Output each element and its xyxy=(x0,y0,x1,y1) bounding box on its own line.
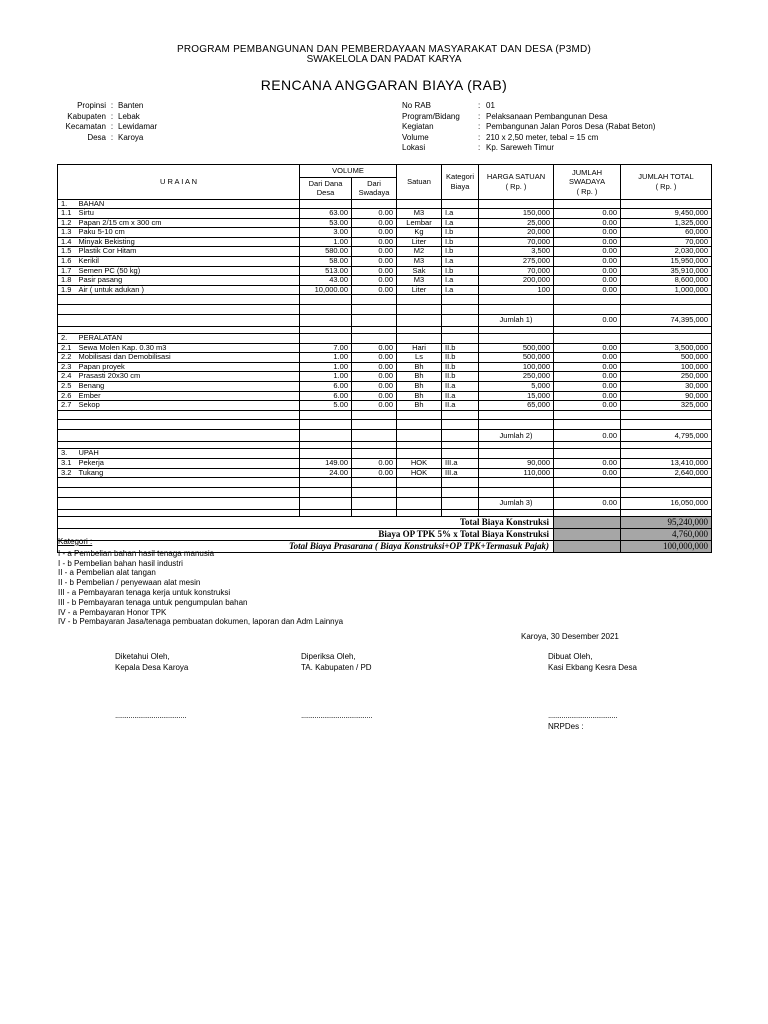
item-harga-satuan: 70,000 xyxy=(479,266,554,276)
location-info xyxy=(58,101,157,143)
item-description: Pekerja xyxy=(76,458,300,468)
project-info-row xyxy=(402,133,655,144)
item-jumlah-swadaya: 0.00 xyxy=(554,391,621,401)
item-harga-satuan: 150,000 xyxy=(479,209,554,219)
table-row xyxy=(58,228,712,238)
item-description: Plastik Cor Hitam xyxy=(76,247,300,257)
project-info-label: Volume xyxy=(402,132,429,142)
header-dari-dana-desa: Dari Dana Desa xyxy=(300,177,352,199)
subtotal-label: Jumlah 2) xyxy=(479,430,554,442)
item-harga-satuan: 110,000 xyxy=(479,468,554,478)
item-volume-dana-desa: 24.00 xyxy=(300,468,352,478)
project-info-label: No RAB xyxy=(402,101,431,110)
item-volume-dana-desa: 58.00 xyxy=(300,257,352,267)
table-row xyxy=(58,362,712,372)
table-row xyxy=(58,382,712,392)
blank-row xyxy=(58,420,712,430)
item-volume-swadaya: 0.00 xyxy=(352,468,397,478)
item-description: Pasir pasang xyxy=(76,276,300,286)
item-number: 1.9 xyxy=(58,285,76,295)
section-header-row xyxy=(58,449,712,459)
section-name: UPAH xyxy=(76,449,300,459)
grand-total-label: Total Biaya Konstruksi xyxy=(58,516,554,528)
item-jumlah-total: 3,500,000 xyxy=(621,343,712,353)
item-jumlah-swadaya: 0.00 xyxy=(554,353,621,363)
item-satuan: Bh xyxy=(397,391,442,401)
item-satuan: Kg xyxy=(397,228,442,238)
shaded-cell xyxy=(554,528,621,540)
signature-line-right: .................................... xyxy=(548,711,618,720)
item-satuan: Ls xyxy=(397,353,442,363)
item-number: 2.5 xyxy=(58,382,76,392)
item-jumlah-total: 500,000 xyxy=(621,353,712,363)
item-jumlah-total: 70,000 xyxy=(621,237,712,247)
item-number: 3.2 xyxy=(58,468,76,478)
item-volume-dana-desa: 1.00 xyxy=(300,362,352,372)
item-volume-swadaya: 0.00 xyxy=(352,382,397,392)
section-header-row xyxy=(58,334,712,344)
subtotal-total: 4,795,000 xyxy=(621,430,712,442)
item-jumlah-swadaya: 0.00 xyxy=(554,228,621,238)
location-info-row xyxy=(58,122,157,133)
item-satuan: Liter xyxy=(397,285,442,295)
item-number: 1.8 xyxy=(58,276,76,286)
item-harga-satuan: 65,000 xyxy=(479,401,554,411)
item-satuan: Hari xyxy=(397,343,442,353)
item-jumlah-swadaya: 0.00 xyxy=(554,468,621,478)
nrp-label: NRPDes : xyxy=(548,722,584,731)
section-header-row xyxy=(58,199,712,209)
item-volume-swadaya: 0.00 xyxy=(352,266,397,276)
rab-table xyxy=(57,164,712,553)
project-info-label: Lokasi xyxy=(402,143,426,152)
item-kategori: I.a xyxy=(442,285,479,295)
signature-middle-title: TA. Kabupaten / PD xyxy=(301,663,372,672)
blank-row xyxy=(58,327,712,334)
item-kategori: I.b xyxy=(442,266,479,276)
item-description: Mobilisasi dan Demobilisasi xyxy=(76,353,300,363)
item-number: 1.4 xyxy=(58,237,76,247)
item-harga-satuan: 15,000 xyxy=(479,391,554,401)
item-harga-satuan: 70,000 xyxy=(479,237,554,247)
item-number: 2.6 xyxy=(58,391,76,401)
kategori-item: IV - a Pembayaran Honor TPK xyxy=(58,607,167,617)
item-number: 1.3 xyxy=(58,228,76,238)
kategori-item: IV - b Pembayaran Jasa/tenaga pembuatan dokumen, laporan dan Adm Lainnya xyxy=(58,617,344,627)
item-volume-dana-desa: 7.00 xyxy=(300,343,352,353)
item-jumlah-total: 15,950,000 xyxy=(621,257,712,267)
item-volume-swadaya: 0.00 xyxy=(352,372,397,382)
section-number: 2. xyxy=(58,334,76,344)
item-kategori: II.a xyxy=(442,391,479,401)
location-info-row xyxy=(58,101,157,112)
project-info-row xyxy=(402,101,655,112)
item-volume-swadaya: 0.00 xyxy=(352,458,397,468)
item-jumlah-total: 8,600,000 xyxy=(621,276,712,286)
item-harga-satuan: 500,000 xyxy=(479,343,554,353)
item-kategori: III.a xyxy=(442,468,479,478)
colon: : xyxy=(478,132,481,142)
location-info-label: Kecamatan xyxy=(65,122,106,131)
item-number: 2.7 xyxy=(58,401,76,411)
item-description: Tukang xyxy=(76,468,300,478)
item-jumlah-total: 250,000 xyxy=(621,372,712,382)
item-volume-dana-desa: 6.00 xyxy=(300,382,352,392)
signature-block-middle xyxy=(301,651,372,673)
project-info xyxy=(402,101,655,154)
item-satuan: HOK xyxy=(397,458,442,468)
item-volume-dana-desa: 5.00 xyxy=(300,401,352,411)
item-harga-satuan: 200,000 xyxy=(479,276,554,286)
item-jumlah-swadaya: 0.00 xyxy=(554,237,621,247)
item-volume-swadaya: 0.00 xyxy=(352,209,397,219)
program-title: PROGRAM PEMBANGUNAN DAN PEMBERDAYAAN MASYARAKAT DAN DESA (P3MD) xyxy=(177,44,591,55)
table-row xyxy=(58,458,712,468)
item-description: Kerikil xyxy=(76,257,300,267)
shaded-cell xyxy=(554,540,621,552)
item-volume-dana-desa: 6.00 xyxy=(300,391,352,401)
item-kategori: II.b xyxy=(442,372,479,382)
table-row xyxy=(58,285,712,295)
header-volume: VOLUME xyxy=(300,165,397,178)
signature-left-title: Kepala Desa Karoya xyxy=(115,663,189,672)
item-volume-dana-desa: 43.00 xyxy=(300,276,352,286)
colon: : xyxy=(478,111,481,121)
item-jumlah-swadaya: 0.00 xyxy=(554,209,621,219)
colon: : xyxy=(478,143,481,152)
item-kategori: I.b xyxy=(442,247,479,257)
item-description: Air ( untuk adukan ) xyxy=(76,285,300,295)
location-info-value: Karoya xyxy=(118,132,144,142)
signature-middle-role: Diperiksa Oleh, xyxy=(301,652,356,661)
item-jumlah-total: 2,030,000 xyxy=(621,247,712,257)
kategori-title: Kategori : xyxy=(58,537,93,546)
blank-row xyxy=(58,442,712,449)
item-number: 3.1 xyxy=(58,458,76,468)
header-dari-swadaya: Dari Swadaya xyxy=(352,177,397,199)
item-harga-satuan: 250,000 xyxy=(479,372,554,382)
project-info-row xyxy=(402,143,655,154)
item-harga-satuan: 500,000 xyxy=(479,353,554,363)
item-volume-swadaya: 0.00 xyxy=(352,218,397,228)
kategori-item: I - b Pembelian bahan hasil industri xyxy=(58,558,183,568)
blank-row xyxy=(58,295,712,305)
item-kategori: II.b xyxy=(442,343,479,353)
item-volume-swadaya: 0.00 xyxy=(352,391,397,401)
item-jumlah-swadaya: 0.00 xyxy=(554,382,621,392)
project-info-value: 210 x 2,50 meter, tebal = 15 cm xyxy=(486,132,599,142)
subtotal-label: Jumlah 3) xyxy=(479,497,554,509)
item-jumlah-swadaya: 0.00 xyxy=(554,285,621,295)
item-number: 2.3 xyxy=(58,362,76,372)
item-volume-dana-desa: 10,000.00 xyxy=(300,285,352,295)
subtotal-row xyxy=(58,430,712,442)
section-name: PERALATAN xyxy=(76,334,300,344)
item-jumlah-swadaya: 0.00 xyxy=(554,276,621,286)
section-number: 1. xyxy=(58,199,76,209)
item-description: Ember xyxy=(76,391,300,401)
item-kategori: II.b xyxy=(442,353,479,363)
item-kategori: I.b xyxy=(442,237,479,247)
blank-row xyxy=(58,478,712,488)
item-satuan: M3 xyxy=(397,276,442,286)
item-satuan: M2 xyxy=(397,247,442,257)
item-volume-swadaya: 0.00 xyxy=(352,237,397,247)
item-number: 1.6 xyxy=(58,257,76,267)
grand-total-row xyxy=(58,516,712,528)
item-jumlah-total: 100,000 xyxy=(621,362,712,372)
signature-block-right xyxy=(548,651,637,673)
signature-line-middle: ..................................... xyxy=(301,711,373,720)
item-description: Benang xyxy=(76,382,300,392)
item-harga-satuan: 100 xyxy=(479,285,554,295)
item-volume-swadaya: 0.00 xyxy=(352,276,397,286)
subtotal-row xyxy=(58,315,712,327)
grand-total-value: 100,000,000 xyxy=(621,540,712,552)
item-jumlah-total: 30,000 xyxy=(621,382,712,392)
item-volume-swadaya: 0.00 xyxy=(352,285,397,295)
location-info-row xyxy=(58,133,157,144)
table-row xyxy=(58,401,712,411)
item-jumlah-swadaya: 0.00 xyxy=(554,247,621,257)
item-jumlah-total: 325,000 xyxy=(621,401,712,411)
item-description: Prasasti 20x30 cm xyxy=(76,372,300,382)
item-number: 1.2 xyxy=(58,218,76,228)
blank-row xyxy=(58,487,712,497)
item-satuan: Bh xyxy=(397,372,442,382)
item-kategori: II.a xyxy=(442,382,479,392)
item-volume-swadaya: 0.00 xyxy=(352,353,397,363)
item-jumlah-total: 13,410,000 xyxy=(621,458,712,468)
location-info-label: Propinsi xyxy=(77,101,106,110)
signature-date: Karoya, 30 Desember 2021 xyxy=(521,632,619,641)
location-info-row xyxy=(58,112,157,123)
location-info-value: Banten xyxy=(118,101,144,110)
project-info-value: Kp. Sareweh Timur xyxy=(486,143,555,152)
item-jumlah-total: 2,640,000 xyxy=(621,468,712,478)
item-volume-dana-desa: 580.00 xyxy=(300,247,352,257)
item-number: 2.4 xyxy=(58,372,76,382)
item-jumlah-swadaya: 0.00 xyxy=(554,343,621,353)
item-volume-dana-desa: 1.00 xyxy=(300,237,352,247)
item-jumlah-swadaya: 0.00 xyxy=(554,218,621,228)
colon: : xyxy=(110,111,114,121)
signature-right-title: Kasi Ekbang Kesra Desa xyxy=(548,663,637,672)
item-description: Paku 5-10 cm xyxy=(76,228,300,238)
table-row xyxy=(58,391,712,401)
grand-total-value: 95,240,000 xyxy=(621,516,712,528)
shaded-cell xyxy=(554,516,621,528)
item-volume-dana-desa: 53.00 xyxy=(300,218,352,228)
item-kategori: I.b xyxy=(442,228,479,238)
blank-row xyxy=(58,305,712,315)
colon: : xyxy=(110,122,114,131)
item-volume-swadaya: 0.00 xyxy=(352,401,397,411)
item-volume-dana-desa: 3.00 xyxy=(300,228,352,238)
table-row xyxy=(58,372,712,382)
item-jumlah-total: 90,000 xyxy=(621,391,712,401)
table-row xyxy=(58,266,712,276)
item-volume-dana-desa: 63.00 xyxy=(300,209,352,219)
item-description: Papan 2/15 cm x 300 cm xyxy=(76,218,300,228)
kategori-item: I - a Pembelian bahan hasil tenaga manusia xyxy=(58,548,215,558)
item-volume-swadaya: 0.00 xyxy=(352,257,397,267)
colon: : xyxy=(478,101,481,110)
item-kategori: II.a xyxy=(442,401,479,411)
table-row xyxy=(58,218,712,228)
grand-total-label: Total Biaya Prasarana ( Biaya Konstruksi+OP TPK+Termasuk Pajak) xyxy=(58,540,554,552)
item-harga-satuan: 100,000 xyxy=(479,362,554,372)
item-satuan: Bh xyxy=(397,362,442,372)
kategori-item: II - b Pembelian / penyewaan alat mesin xyxy=(58,578,201,588)
signature-left-role: Diketahui Oleh, xyxy=(115,652,170,661)
subtotal-swadaya: 0.00 xyxy=(554,315,621,327)
item-volume-dana-desa: 513.00 xyxy=(300,266,352,276)
project-info-row xyxy=(402,112,655,123)
header-jumlah-swadaya: JUMLAH SWADAYA ( Rp. ) xyxy=(554,165,621,200)
item-volume-swadaya: 0.00 xyxy=(352,228,397,238)
item-harga-satuan: 5,000 xyxy=(479,382,554,392)
item-description: Papan proyek xyxy=(76,362,300,372)
blank-row xyxy=(58,410,712,420)
header-uraian: U R A I A N xyxy=(58,165,300,200)
item-satuan: Bh xyxy=(397,382,442,392)
table-row xyxy=(58,343,712,353)
item-satuan: Bh xyxy=(397,401,442,411)
section-number: 3. xyxy=(58,449,76,459)
item-description: Semen PC (50 kg) xyxy=(76,266,300,276)
subtotal-swadaya: 0.00 xyxy=(554,497,621,509)
signature-line-left: ..................................... xyxy=(115,711,187,720)
colon: : xyxy=(110,132,114,142)
project-info-value: 01 xyxy=(486,101,495,110)
table-row xyxy=(58,276,712,286)
item-jumlah-swadaya: 0.00 xyxy=(554,458,621,468)
header-harga-satuan: HARGA SATUAN ( Rp. ) xyxy=(479,165,554,200)
item-volume-dana-desa: 1.00 xyxy=(300,372,352,382)
item-harga-satuan: 20,000 xyxy=(479,228,554,238)
kategori-item: II - a Pembelian alat tangan xyxy=(58,568,156,578)
project-info-row xyxy=(402,122,655,133)
item-number: 1.1 xyxy=(58,209,76,219)
item-description: Sewa Molen Kap. 0.30 m3 xyxy=(76,343,300,353)
header-jumlah-total: JUMLAH TOTAL ( Rp. ) xyxy=(621,165,712,200)
location-info-value: Lebak xyxy=(118,111,140,121)
signature-right-role: Dibuat Oleh, xyxy=(548,652,593,661)
item-volume-dana-desa: 1.00 xyxy=(300,353,352,363)
subtotal-label: Jumlah 1) xyxy=(479,315,554,327)
item-harga-satuan: 90,000 xyxy=(479,458,554,468)
header-kategori: Kategori Biaya xyxy=(442,165,479,200)
item-kategori: I.a xyxy=(442,276,479,286)
table-row xyxy=(58,209,712,219)
subtotal-row xyxy=(58,497,712,509)
subtotal-swadaya: 0.00 xyxy=(554,430,621,442)
item-description: Sirtu xyxy=(76,209,300,219)
item-description: Sekop xyxy=(76,401,300,411)
item-satuan: HOK xyxy=(397,468,442,478)
blank-row xyxy=(58,509,712,516)
item-jumlah-swadaya: 0.00 xyxy=(554,401,621,411)
item-satuan: M3 xyxy=(397,257,442,267)
item-kategori: III.a xyxy=(442,458,479,468)
location-info-label: Kabupaten xyxy=(67,111,106,121)
project-info-label: Program/Bidang xyxy=(402,111,460,121)
item-kategori: I.a xyxy=(442,209,479,219)
kategori-notes xyxy=(58,537,343,627)
item-number: 2.2 xyxy=(58,353,76,363)
item-volume-swadaya: 0.00 xyxy=(352,343,397,353)
project-info-value: Pelaksanaan Pembangunan Desa xyxy=(486,111,608,121)
item-satuan: Liter xyxy=(397,237,442,247)
item-jumlah-total: 1,325,000 xyxy=(621,218,712,228)
grand-total-value: 4,760,000 xyxy=(621,528,712,540)
item-harga-satuan: 25,000 xyxy=(479,218,554,228)
kategori-item: III - a Pembayaran tenaga kerja untuk konstruksi xyxy=(58,587,231,597)
item-jumlah-total: 35,910,000 xyxy=(621,266,712,276)
item-harga-satuan: 3,500 xyxy=(479,247,554,257)
item-satuan: M3 xyxy=(397,209,442,219)
kategori-item: III - b Pembayaran tenaga untuk pengumpulan bahan xyxy=(58,597,248,607)
item-number: 1.5 xyxy=(58,247,76,257)
table-row xyxy=(58,257,712,267)
item-harga-satuan: 275,000 xyxy=(479,257,554,267)
table-row xyxy=(58,353,712,363)
location-info-label: Desa xyxy=(87,132,106,142)
subtotal-total: 16,050,000 xyxy=(621,497,712,509)
item-jumlah-swadaya: 0.00 xyxy=(554,362,621,372)
subtotal-total: 74,395,000 xyxy=(621,315,712,327)
colon: : xyxy=(110,101,114,110)
table-row xyxy=(58,237,712,247)
section-name: BAHAN xyxy=(76,199,300,209)
project-info-value: Pembangunan Jalan Poros Desa (Rabat Beton) xyxy=(486,122,656,131)
item-kategori: II.b xyxy=(442,362,479,372)
document-title: RENCANA ANGGARAN BIAYA (RAB) xyxy=(260,77,508,93)
location-info-value: Lewidamar xyxy=(118,122,158,131)
item-volume-swadaya: 0.00 xyxy=(352,362,397,372)
colon: : xyxy=(478,122,481,131)
signature-block-left xyxy=(115,651,188,673)
item-satuan: Lembar xyxy=(397,218,442,228)
item-kategori: I.a xyxy=(442,257,479,267)
item-number: 2.1 xyxy=(58,343,76,353)
item-jumlah-swadaya: 0.00 xyxy=(554,372,621,382)
item-number: 1.7 xyxy=(58,266,76,276)
item-jumlah-swadaya: 0.00 xyxy=(554,266,621,276)
item-jumlah-swadaya: 0.00 xyxy=(554,257,621,267)
item-jumlah-total: 60,000 xyxy=(621,228,712,238)
item-jumlah-total: 1,000,000 xyxy=(621,285,712,295)
program-subtitle: SWAKELOLA DAN PADAT KARYA xyxy=(306,54,462,65)
item-kategori: I.a xyxy=(442,218,479,228)
table-row xyxy=(58,468,712,478)
project-info-label: Kegiatan xyxy=(402,122,434,131)
item-volume-dana-desa: 149.00 xyxy=(300,458,352,468)
item-volume-swadaya: 0.00 xyxy=(352,247,397,257)
item-description: Minyak Bekisting xyxy=(76,237,300,247)
item-satuan: Sak xyxy=(397,266,442,276)
item-jumlah-total: 9,450,000 xyxy=(621,209,712,219)
header-satuan: Satuan xyxy=(397,165,442,200)
table-row xyxy=(58,247,712,257)
grand-total-label: Biaya OP TPK 5% x Total Biaya Konstruksi xyxy=(58,528,554,540)
